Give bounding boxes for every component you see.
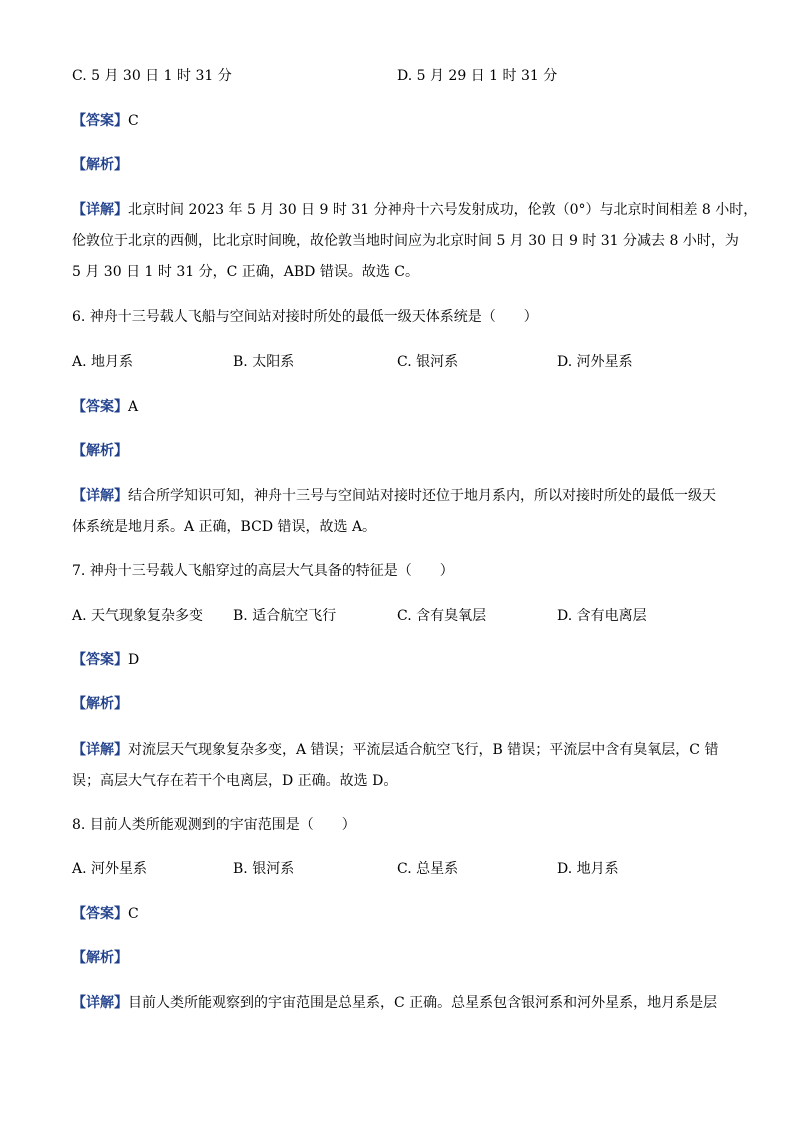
- q6-option-a: A. 地月系: [72, 354, 134, 370]
- q6-detail-line-2: 体系统是地月系。A 正确，BCD 错误，故选 A。: [72, 519, 377, 535]
- detail-text: 结合所学知识可知，神舟十三号与空间站对接时还位于地月系内，所以对接时所处的最低一级天: [128, 488, 716, 504]
- q7-analysis: [72, 694, 128, 714]
- q8-stem: 8. 目前人类所能观测到的宇宙范围是（ ）: [72, 817, 356, 833]
- q7-detail-line-1: [72, 740, 718, 760]
- answer-value: A: [128, 399, 139, 415]
- answer-label: 【答案】: [72, 906, 128, 922]
- detail-text: 北京时间 2023 年 5 月 30 日 9 时 31 分神舟十六号发射成功，伦敦（0°）与北京时间相差 8 小时，: [128, 202, 758, 218]
- q8-analysis: [72, 948, 128, 968]
- detail-text: 目前人类所能观察到的宇宙范围是总星系，C 正确。总星系包含银河系和河外星系，地月系是层: [128, 995, 718, 1011]
- detail-text: 对流层天气现象复杂多变，A 错误；平流层适合航空飞行，B 错误；平流层中含有臭氧层，C 错: [128, 742, 719, 758]
- q5-detail-line-1: [72, 200, 757, 220]
- q6-analysis: [72, 441, 128, 461]
- q5-option-c: C. 5 月 30 日 1 时 31 分: [72, 68, 232, 84]
- q7-option-b: B. 适合航空飞行: [233, 608, 337, 624]
- q6-detail-line-1: [72, 486, 716, 506]
- q8-option-b: B. 银河系: [233, 861, 295, 877]
- q5-answer: [72, 111, 139, 131]
- answer-value: C: [128, 113, 139, 129]
- q5-option-d: D. 5 月 29 日 1 时 31 分: [397, 68, 558, 84]
- q6-option-d: D. 河外星系: [557, 354, 633, 370]
- q8-answer: [72, 904, 139, 924]
- answer-value: C: [128, 906, 139, 922]
- answer-label: 【答案】: [72, 113, 128, 129]
- analysis-label: 【解析】: [72, 950, 128, 966]
- answer-label: 【答案】: [72, 399, 128, 415]
- q5-detail-line-3: 5 月 30 日 1 时 31 分，C 正确，ABD 错误。故选 C。: [72, 264, 419, 280]
- q7-answer: [72, 650, 139, 670]
- q7-detail-line-2: 误；高层大气存在若干个电离层，D 正确。故选 D。: [72, 773, 398, 789]
- q7-stem: 7. 神舟十三号载人飞船穿过的高层大气具备的特征是（ ）: [72, 563, 454, 579]
- q5-detail-line-2: 伦敦位于北京的西侧，比北京时间晚，故伦敦当地时间应为北京时间 5 月 30 日 9 时 31 分减去 8 小时，为: [72, 233, 739, 249]
- analysis-label: 【解析】: [72, 696, 128, 712]
- q8-detail-line-1: [72, 993, 717, 1013]
- detail-label: 【详解】: [72, 995, 128, 1011]
- q8-option-c: C. 总星系: [397, 861, 459, 877]
- answer-label: 【答案】: [72, 652, 128, 668]
- analysis-label: 【解析】: [72, 157, 128, 173]
- q7-option-c: C. 含有臭氧层: [397, 608, 487, 624]
- detail-label: 【详解】: [72, 488, 128, 504]
- q5-analysis: [72, 155, 128, 175]
- q8-option-d: D. 地月系: [557, 861, 619, 877]
- q7-option-d: D. 含有电离层: [557, 608, 647, 624]
- detail-label: 【详解】: [72, 742, 128, 758]
- analysis-label: 【解析】: [72, 443, 128, 459]
- detail-label: 【详解】: [72, 202, 128, 218]
- q6-option-c: C. 银河系: [397, 354, 459, 370]
- q7-option-a: A. 天气现象复杂多变: [72, 608, 204, 624]
- answer-value: D: [128, 652, 140, 668]
- q6-stem: 6. 神舟十三号载人飞船与空间站对接时所处的最低一级天体系统是（ ）: [72, 309, 538, 325]
- q8-option-a: A. 河外星系: [72, 861, 148, 877]
- q6-option-b: B. 太阳系: [233, 354, 295, 370]
- q6-answer: [72, 397, 138, 417]
